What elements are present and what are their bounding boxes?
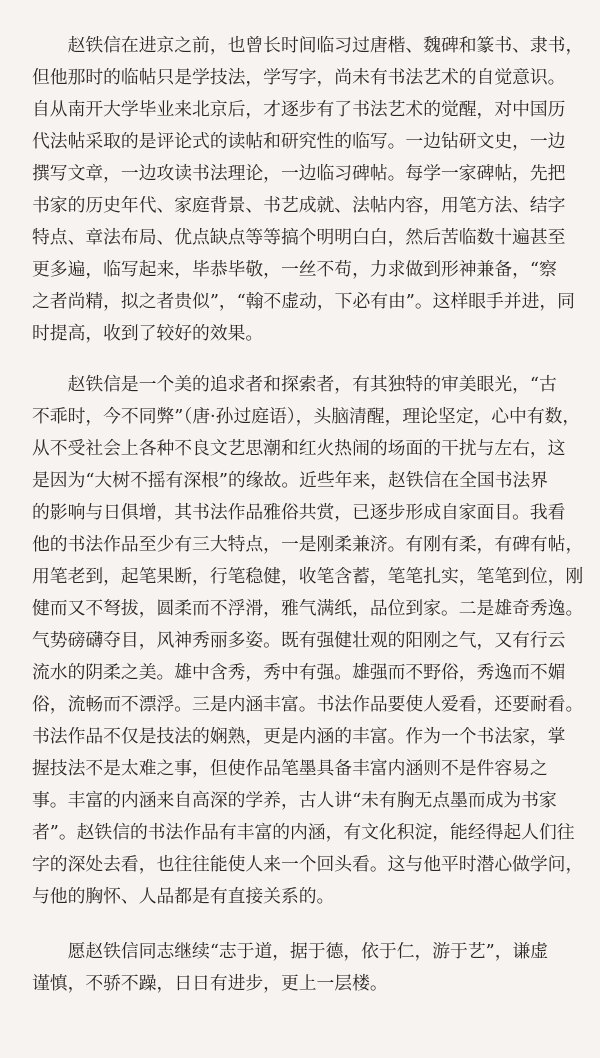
text-line: 愿赵铁信同志继续“志于道，据于德，依于仁，游于艺”，谦虚 xyxy=(32,941,549,962)
text-line: 是因为“大树不摇有深根”的缘故。近些年来，赵铁信在全国书法界 xyxy=(32,470,549,491)
text-line: 但他那时的临帖只是学技法，学写字，尚未有书法艺术的自觉意识。 xyxy=(32,67,566,88)
text-line: 流水的阴柔之美。雄中含秀，秀中有强。雄强而不野俗，秀逸而不媚 xyxy=(32,662,566,683)
text-line: 俗，流畅而不漂浮。三是内涵丰富。书法作品要使人爱看，还要耐看。 xyxy=(32,694,584,715)
text-line: 书法作品不仅是技法的娴熟，更是内涵的丰富。作为一个书法家，掌 xyxy=(32,726,566,747)
text-line: 他的书法作品至少有三大特点，一是刚柔兼济。有刚有柔，有碑有帖， xyxy=(32,534,584,555)
text-line: 自从南开大学毕业来北京后，才逐步有了书法艺术的觉醒，对中国历 xyxy=(32,99,566,120)
text-line: 的影响与日俱增，其书法作品雅俗共赏，已逐步形成自家面目。我看 xyxy=(32,502,566,523)
text-line: 赵铁信是一个美的追求者和探索者，有其独特的审美眼光，“古 xyxy=(32,374,557,395)
text-line: 不乖时，今不同弊”（唐·孙过庭语），头脑清醒，理论坚定，心中有数， xyxy=(32,406,581,427)
text-line: 字的深处去看，也往往能使人来一个回头看。这与他平时潜心做学问， xyxy=(32,854,584,875)
text-line: 用笔老到，起笔果断，行笔稳健，收笔含蓄，笔笔扎实，笔笔到位，刚 xyxy=(32,566,584,587)
text-line: 谨慎，不骄不躁，日日有进步，更上一层楼。 xyxy=(32,973,388,994)
text-line: 从不受社会上各种不良文艺思潮和红火热闹的场面的干扰与左右，这 xyxy=(32,438,566,459)
text-line: 撰写文章，一边攻读书法理论，一边临习碑帖。每学一家碑帖，先把 xyxy=(32,163,566,184)
text-line: 代法帖采取的是评论式的读帖和研究性的临写。一边钻研文史，一边 xyxy=(32,131,566,152)
text-line: 更多遍，临写起来，毕恭毕敬，一丝不苟，力求做到形神兼备，“察 xyxy=(32,259,557,280)
text-line: 气势磅礴夺目，风神秀丽多姿。既有强健壮观的阳刚之气，又有行云 xyxy=(32,630,566,651)
text-line: 赵铁信在进京之前，也曾长时间临习过唐楷、魏碑和篆书、隶书， xyxy=(32,35,584,56)
text-line: 者”。赵铁信的书法作品有丰富的内涵，有文化积淀，能经得起人们往 xyxy=(32,822,575,843)
text-line: 事。丰富的内涵来自高深的学养，古人讲“未有胸无点墨而成为书家 xyxy=(32,790,557,811)
text-line: 书家的历史年代、家庭背景、书艺成就、法帖内容，用笔方法、结字 xyxy=(32,195,566,216)
text-line: 时提高，收到了较好的效果。 xyxy=(32,323,264,344)
text-line: 之者尚精，拟之者贵似”，“翰不虚动，下必有由”。这样眼手并进，同 xyxy=(32,291,575,312)
text-line: 特点、章法布局、优点缺点等等搞个明明白白，然后苦临数十遍甚至 xyxy=(32,227,566,248)
text-line: 握技法不是太难之事，但使作品笔墨具备丰富内涵则不是件容易之 xyxy=(32,758,548,779)
text-line: 与他的胸怀、人品都是有直接关系的。 xyxy=(32,886,335,907)
text-line: 健而又不弩拔，圆柔而不浮滑，雅气满纸，品位到家。二是雄奇秀逸。 xyxy=(32,598,584,619)
